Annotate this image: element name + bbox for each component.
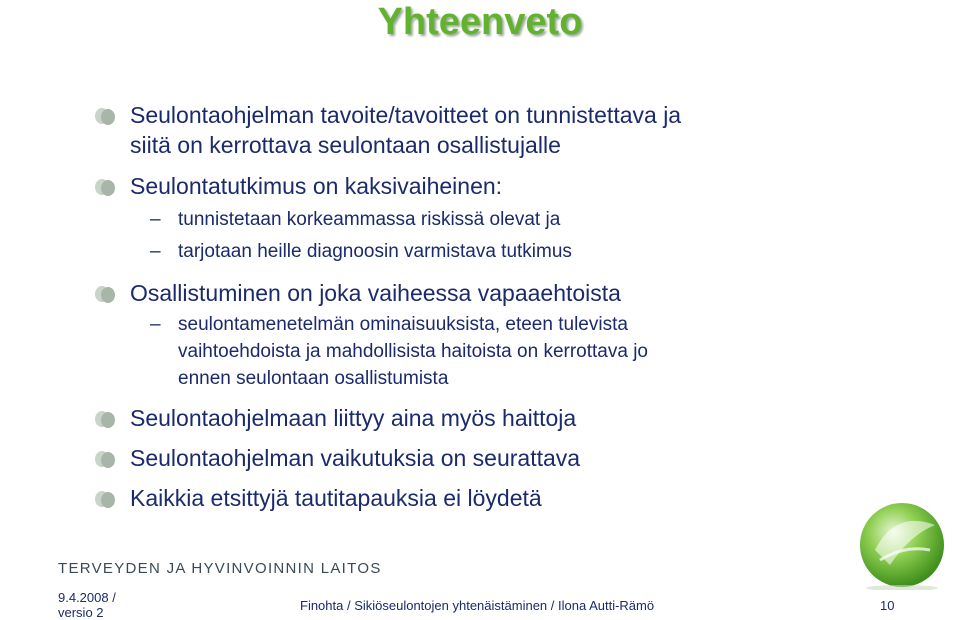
footer-date-line: 9.4.2008 / bbox=[58, 590, 116, 605]
leaf-logo-icon bbox=[850, 490, 950, 590]
list-item-text: ennen seulontaan osallistumista bbox=[178, 368, 449, 389]
footer-date bbox=[58, 590, 138, 620]
footer-center-text: Finohta / Sikiöseulontojen yhtenäistäminen / Ilona Autti-Rämö bbox=[300, 598, 655, 613]
list-item-text: vaihtoehdoista ja mahdollisista haitoista on kerrottava jo bbox=[178, 341, 648, 362]
list-item-text: tunnistetaan korkeammassa riskissä olevat ja bbox=[178, 209, 561, 230]
footer-version-line: versio 2 bbox=[58, 605, 104, 620]
bullet-icon bbox=[94, 488, 116, 510]
list-item-text: Seulontaohjelmaan liittyy aina myös haittoja bbox=[130, 405, 577, 431]
bullet-icon bbox=[94, 105, 116, 127]
list-item-text: Osallistuminen on joka vaiheessa vapaaehtoista bbox=[130, 280, 621, 306]
list-item-text: Kaikkia etsittyjä tautitapauksia ei löydetä bbox=[130, 485, 542, 511]
list-item-text: seulontamenetelmän ominaisuuksista, eteen tulevista bbox=[178, 314, 628, 335]
bullet-icon bbox=[94, 408, 116, 430]
bullet-icon bbox=[94, 448, 116, 470]
slide-title: Yhteenveto bbox=[377, 1, 583, 43]
organization-name: TERVEYDEN JA HYVINVOINNIN LAITOS bbox=[58, 560, 382, 577]
bullet-icon bbox=[94, 283, 116, 305]
bullet-icon bbox=[94, 176, 116, 198]
list-item-text: Seulontatutkimus on kaksivaiheinen: bbox=[130, 173, 503, 199]
dash-icon: – bbox=[150, 209, 161, 230]
dash-icon: – bbox=[150, 314, 161, 335]
page-number: 10 bbox=[880, 598, 895, 613]
dash-icon: – bbox=[150, 241, 161, 262]
list-item-text: siitä on kerrottava seulontaan osallistujalle bbox=[130, 132, 561, 158]
list-item-text: Seulontaohjelman tavoite/tavoitteet on tunnistettava ja bbox=[130, 102, 682, 128]
list-item-text: Seulontaohjelman vaikutuksia on seurattava bbox=[130, 445, 581, 471]
list-item-text: tarjotaan heille diagnoosin varmistava tutkimus bbox=[178, 241, 572, 262]
